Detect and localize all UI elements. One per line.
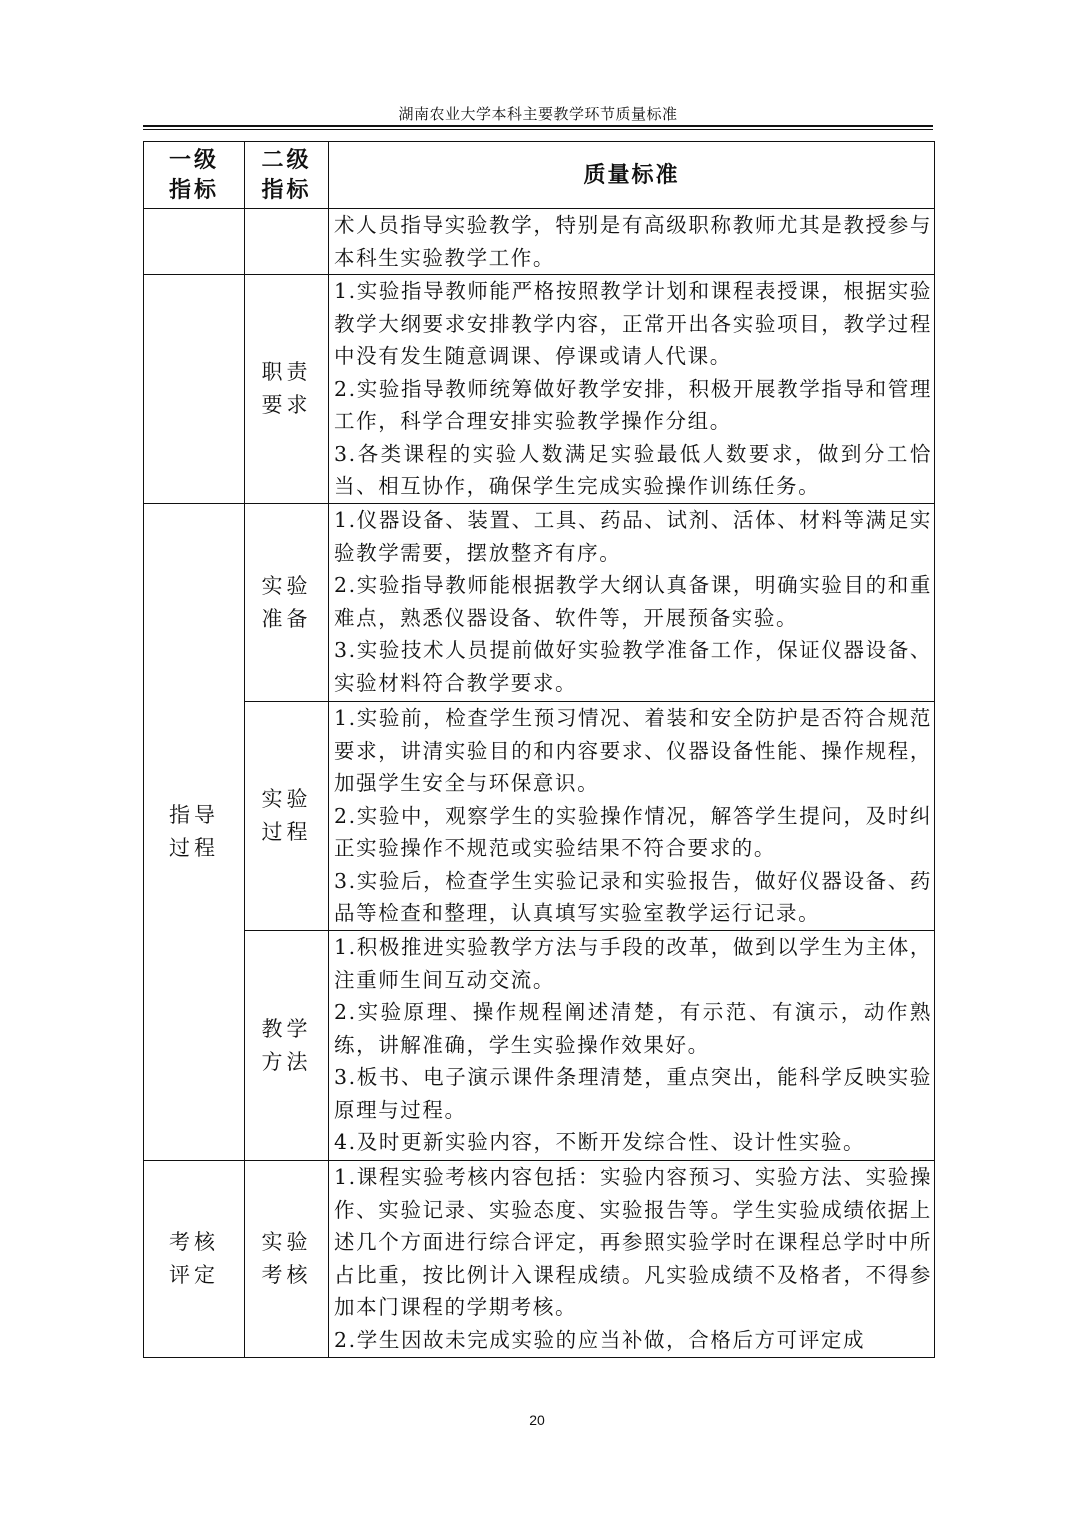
standard-item: 2.实验中，观察学生的实验操作情况，解答学生提问，及时纠正实验操作不规范或实验结果不符合要求的。 — [334, 803, 932, 860]
level1-cell-empty — [144, 209, 245, 275]
table-row — [144, 275, 935, 504]
standard-cell — [329, 1161, 935, 1358]
standard-item: 术人员指导实验教学，特别是有高级职称教师尤其是教授参与本科生实验教学工作。 — [334, 213, 932, 270]
standard-item: 3.实验后，检查学生实验记录和实验报告，做好仪器设备、药品等检查和整理，认真填写实验室教学运行记录。 — [334, 868, 932, 925]
level1-cell-empty — [144, 275, 245, 504]
standard-item: 2.实验指导教师能根据教学大纲认真备课，明确实验目的和重难点，熟悉仪器设备、软件等，开展预备实验。 — [334, 573, 932, 630]
level2-cell: 实验考核 — [245, 1161, 329, 1358]
standard-cell — [329, 275, 935, 504]
table-header-row — [144, 142, 935, 209]
table-row — [144, 931, 935, 1161]
running-header: 湖南农业大学本科主要教学环节质量标准 — [398, 105, 678, 123]
standard-item: 1.课程实验考核内容包括：实验内容预习、实验方法、实验操作、实验记录、实验态度、实验报告等。学生实验成绩依据上述几个方面进行综合评定，再参照实验学时在课程总学时中所占比重，按比例计入课程成绩。凡实验成绩不及格者，不得参加本门课程的学期考核。 — [334, 1165, 932, 1319]
page-number: 20 — [529, 1412, 545, 1428]
level2-cell: 职责要求 — [245, 275, 329, 504]
level2-cell-empty — [245, 209, 329, 275]
standard-item: 2.学生因故未完成实验的应当补做，合格后方可评定成 — [334, 1327, 866, 1352]
standard-cell — [329, 209, 935, 275]
standard-cell — [329, 931, 935, 1161]
header-level1: 一级指标 — [144, 142, 245, 209]
standard-item: 2.实验原理、操作规程阐述清楚，有示范、有演示，动作熟练，讲解准确，学生实验操作效果好。 — [334, 1000, 932, 1057]
standard-item: 3.实验技术人员提前做好实验教学准备工作，保证仪器设备、实验材料符合教学要求。 — [334, 638, 932, 695]
header-rule — [143, 125, 933, 127]
table-row — [144, 209, 935, 275]
level2-cell: 教学方法 — [245, 931, 329, 1161]
standard-item: 4.及时更新实验内容，不断开发综合性、设计性实验。 — [334, 1130, 866, 1154]
standard-item: 3.板书、电子演示课件条理清楚，重点突出，能科学反映实验原理与过程。 — [334, 1065, 932, 1122]
table-row — [144, 1161, 935, 1358]
standard-cell — [329, 504, 935, 702]
level1-cell: 考核评定 — [144, 1161, 245, 1358]
standard-item: 1.实验前，检查学生预习情况、着装和安全防护是否符合规范要求，讲清实验目的和内容要求、仪器设备性能、操作规程，加强学生安全与环保意识。 — [334, 706, 932, 795]
quality-standard-table — [143, 141, 935, 1358]
table-row — [144, 702, 935, 931]
standard-item: 1.仪器设备、装置、工具、药品、试剂、活体、材料等满足实验教学需要，摆放整齐有序。 — [334, 508, 932, 565]
level1-cell: 指导过程 — [144, 504, 245, 1161]
level2-cell: 实验准备 — [245, 504, 329, 702]
standard-item: 1.实验指导教师能严格按照教学计划和课程表授课，根据实验教学大纲要求安排教学内容，正常开出各实验项目，教学过程中没有发生随意调课、停课或请人代课。 — [334, 279, 932, 368]
table-row — [144, 504, 935, 702]
header-quality-standard: 质量标准 — [329, 142, 935, 209]
header-level2: 二级指标 — [245, 142, 329, 209]
standard-item: 2.实验指导教师统筹做好教学安排，积极开展教学指导和管理工作，科学合理安排实验教学操作分组。 — [334, 376, 932, 433]
standard-item: 3.各类课程的实验人数满足实验最低人数要求，做到分工恰当、相互协作，确保学生完成实验操作训练任务。 — [334, 441, 932, 498]
standard-item: 1.积极推进实验教学方法与手段的改革，做到以学生为主体，注重师生间互动交流。 — [334, 935, 932, 992]
level2-cell: 实验过程 — [245, 702, 329, 931]
header-rule-thin — [143, 129, 933, 130]
standard-cell — [329, 702, 935, 931]
